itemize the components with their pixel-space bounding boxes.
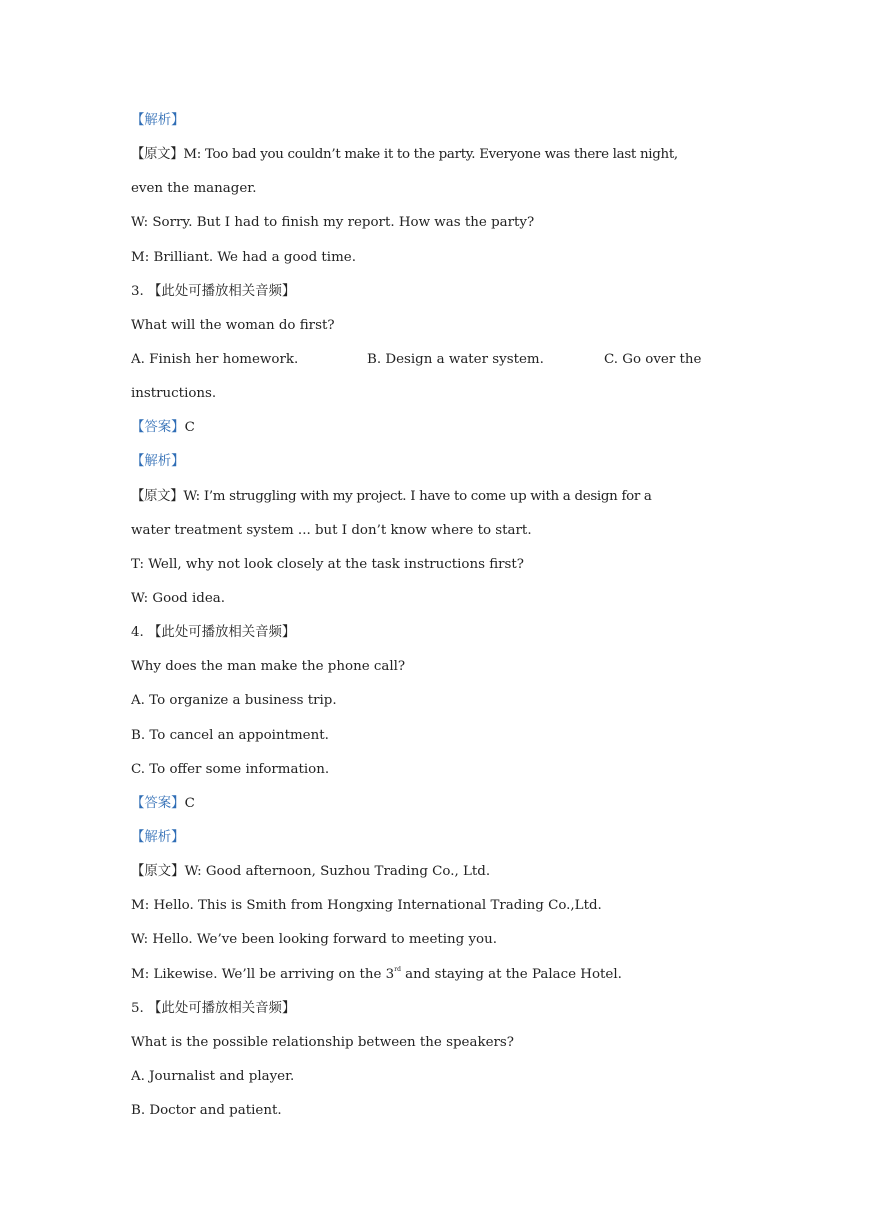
- transcript-line: M: Brilliant. We had a good time.: [131, 249, 356, 265]
- original-label: 【原文】: [131, 864, 185, 880]
- audio-placeholder[interactable]: 【此处可播放相关音频】: [148, 1000, 296, 1016]
- question-heading: [131, 275, 751, 309]
- analysis-label: 【解析】: [131, 829, 185, 845]
- option-b: B. To cancel an appointment.: [131, 727, 329, 743]
- transcript-line: [131, 855, 751, 889]
- document-content: [131, 104, 751, 1128]
- transcript-text: M: Too bad you couldn’t make it to the party. Everyone was there last night,: [183, 147, 678, 163]
- ordinal-suffix: rd: [394, 965, 401, 973]
- transcript-line: even the manager.: [131, 181, 257, 197]
- answer-label: 【答案】: [131, 420, 185, 436]
- answer-line: [131, 411, 751, 445]
- option-b: B. Doctor and patient.: [131, 1103, 282, 1119]
- option-a: A. To organize a business trip.: [131, 693, 337, 709]
- original-label: 【原文】: [131, 147, 184, 163]
- transcript-line: W: Sorry. But I had to finish my report. How was the party?: [131, 215, 535, 231]
- transcript-line: W: Good idea.: [131, 590, 226, 606]
- transcript-line: W: Hello. We’ve been looking forward to meeting you.: [131, 932, 497, 948]
- question-text: Why does the man make the phone call?: [131, 659, 406, 675]
- transcript-line: [131, 958, 751, 992]
- option-c: C. To offer some information.: [131, 761, 330, 777]
- option-a: A. Finish her homework.: [131, 351, 299, 367]
- question-heading: [131, 992, 751, 1026]
- answer-value: C: [184, 420, 195, 436]
- answer-line: [131, 787, 751, 821]
- option-c: C. Go over the: [604, 351, 702, 367]
- transcript-line: T: Well, why not look closely at the task instructions first?: [131, 556, 524, 572]
- transcript-text: W: I’m struggling with my project. I have to come up with a design for a: [183, 488, 652, 504]
- transcript-text: and staying at the Palace Hotel.: [400, 966, 622, 982]
- question-text: What is the possible relationship between the speakers?: [131, 1034, 514, 1050]
- analysis-label: 【解析】: [131, 454, 185, 470]
- option-b: B. Design a water system.: [367, 351, 544, 367]
- audio-placeholder[interactable]: 【此处可播放相关音频】: [148, 625, 296, 641]
- options-row: [131, 343, 751, 377]
- question-number: 5.: [131, 1000, 149, 1016]
- option-a: A. Journalist and player.: [131, 1068, 295, 1084]
- question-number: 3.: [131, 283, 149, 299]
- transcript-line: [131, 480, 751, 514]
- option-c-continued: instructions.: [131, 386, 217, 402]
- transcript-text: M: Likewise. We’ll be arriving on the 3: [131, 966, 395, 982]
- analysis-label: 【解析】: [131, 113, 185, 128]
- question-heading: [131, 616, 751, 650]
- question-number: 4.: [131, 625, 149, 641]
- answer-label: 【答案】: [131, 795, 185, 811]
- transcript-line: [131, 138, 751, 172]
- audio-placeholder[interactable]: 【此处可播放相关音频】: [148, 283, 296, 299]
- original-label: 【原文】: [131, 488, 184, 504]
- transcript-line: water treatment system ... but I don’t know where to start.: [131, 522, 532, 538]
- transcript-text: W: Good afternoon, Suzhou Trading Co., Ltd.: [184, 864, 491, 880]
- answer-value: C: [184, 795, 195, 811]
- transcript-line: M: Hello. This is Smith from Hongxing International Trading Co.,Ltd.: [131, 898, 602, 914]
- question-text: What will the woman do first?: [131, 317, 335, 333]
